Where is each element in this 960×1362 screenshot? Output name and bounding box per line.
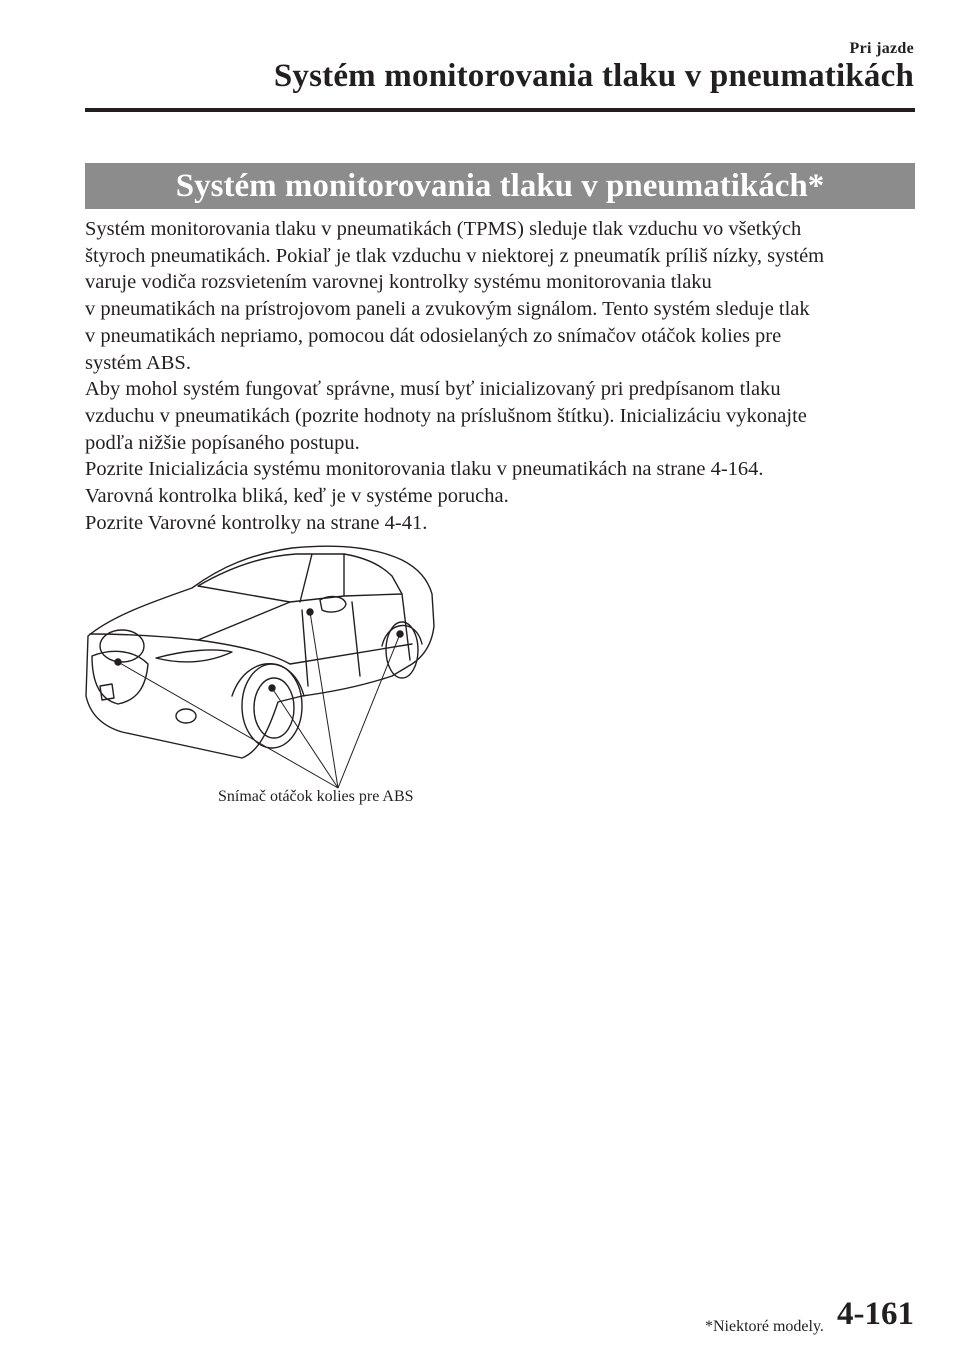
front-wheel (242, 664, 302, 748)
car-illustration (82, 536, 462, 816)
car-drawing (82, 536, 462, 816)
body-line: Varovná kontrolka bliká, keď je v systéme porucha. (85, 485, 509, 508)
car-hood (90, 602, 290, 640)
car-headlight (156, 650, 232, 662)
leader-lines (118, 612, 400, 788)
body-line: v pneumatikách nepriamo, pomocou dát odosielaných zo snímačov otáčok kolies pre (85, 324, 782, 347)
car-doors (302, 594, 410, 686)
body-line: Aby mohol systém fungovať správne, musí byť inicializovaný pri predpísanom tlaku (85, 378, 781, 401)
car-windows (198, 554, 402, 602)
car-fog-light (176, 709, 196, 723)
page-title: Systém monitorovania tlaku v pneumatikách (273, 58, 914, 94)
body-line: varuje vodiča rozsvietením varovnej kontrolky systému monitorovania tlaku (85, 271, 712, 294)
body-line: vzduchu v pneumatikách (pozrite hodnoty na príslušnom štítku). Inicializáciu vykonajte (85, 404, 807, 427)
body-line: Pozrite Varovné kontrolky na strane 4-41. (85, 511, 428, 534)
section-banner: Systém monitorovania tlaku v pneumatikách* (85, 163, 915, 209)
body-line: podľa nižšie popísaného postupu. (85, 431, 360, 454)
title-rule (85, 108, 915, 112)
body-line: štyroch pneumatikách. Pokiaľ je tlak vzduchu v niektorej z pneumatík príliš nízky, systém (85, 244, 825, 267)
section-label: Pri jazde (849, 40, 914, 57)
body-line: v pneumatikách na prístrojovom paneli a zvukovým signálom. Tento systém sleduje tlak (85, 298, 810, 321)
page-number: 4-161 (837, 1296, 914, 1332)
body-line: Pozrite Inicializácia systému monitorovania tlaku v pneumatikách na strane 4-164. (85, 458, 764, 481)
figure-caption: Snímač otáčok kolies pre ABS (218, 788, 414, 805)
body-line: Systém monitorovania tlaku v pneumatikách (TPMS) sleduje tlak vzduchu vo všetkých (85, 218, 802, 240)
body-text (85, 216, 925, 536)
body-line: systém ABS. (85, 351, 191, 374)
footnote: *Niektoré modely. (705, 1318, 824, 1335)
